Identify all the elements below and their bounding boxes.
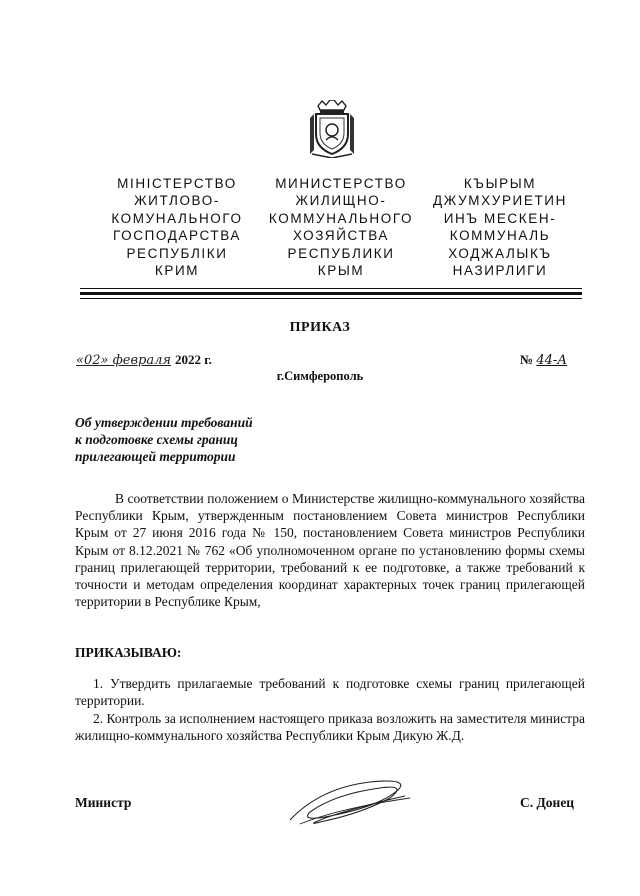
handwritten-number: 44-А (536, 353, 568, 368)
ministry-name-crimean-tatar: КЪЫРЫМ ДЖУМХУРИЕТИН ИНЪ МЕСКЕН- КОММУНАЛЬ ХОДЖАЛЫКЪ НАЗИРЛИГИ (433, 176, 567, 279)
document-date (76, 352, 212, 368)
ministry-name-russian: МИНИСТЕРСТВО ЖИЛИЩНО- КОММУНАЛЬНОГО ХОЗЯЙСТВА РЕСПУБЛИКИ КРЫМ (268, 176, 414, 279)
document-subject: Об утверждении требований к подготовке схемы границ прилегающей территории (75, 415, 253, 464)
document-number (520, 352, 567, 368)
handwritten-date: «02» февраля (76, 353, 171, 368)
order-heading: ПРИКАЗЫВАЮ: (75, 645, 182, 660)
header-divider-thick (80, 292, 582, 295)
preamble-paragraph: В соответствии положением о Министерстве жилищно-коммунального хозяйства Республики Крым, утвержденным постановлением Совета министров Республики Крым от 27 июня 2016 года № 150, постановлением Совета министров Республики Крым от 8.12.2021 № 762 «Об уполномоченном органе по установлению формы схемы границ прилегающей территории, требований к ее подготовке, а также требований к точности и методам определения координат характерных точек границ прилегающей территории в Республике Крым, (75, 491, 585, 610)
ministry-name-ukrainian: МІНІСТЕРСТВО ЖИТЛОВО- КОМУНАЛЬНОГО ГОСПОДАРСТВА РЕСПУБЛІКИ КРИМ (111, 176, 243, 279)
header-divider-top (80, 288, 582, 289)
header-divider-bottom (80, 298, 582, 299)
document-city: г.Симферополь (276, 369, 364, 383)
order-item-1: 1. Утвердить прилагаемые требований к подготовке схемы границ прилегающей территории. (75, 676, 585, 709)
number-prefix: № (520, 352, 534, 367)
crimea-coat-of-arms-icon (308, 100, 356, 158)
date-year: 2022 г. (174, 352, 212, 367)
order-item-2: 2. Контроль за исполнением настоящего приказа возложить на заместителя министра жилищно-коммунального хозяйства Республики Крым Дикую Ж.Д. (75, 711, 585, 744)
handwritten-signature (280, 768, 420, 838)
signatory-title: Министр (75, 795, 132, 810)
document-type: ПРИКАЗ (289, 320, 351, 335)
signatory-name: С. Донец (520, 795, 575, 810)
